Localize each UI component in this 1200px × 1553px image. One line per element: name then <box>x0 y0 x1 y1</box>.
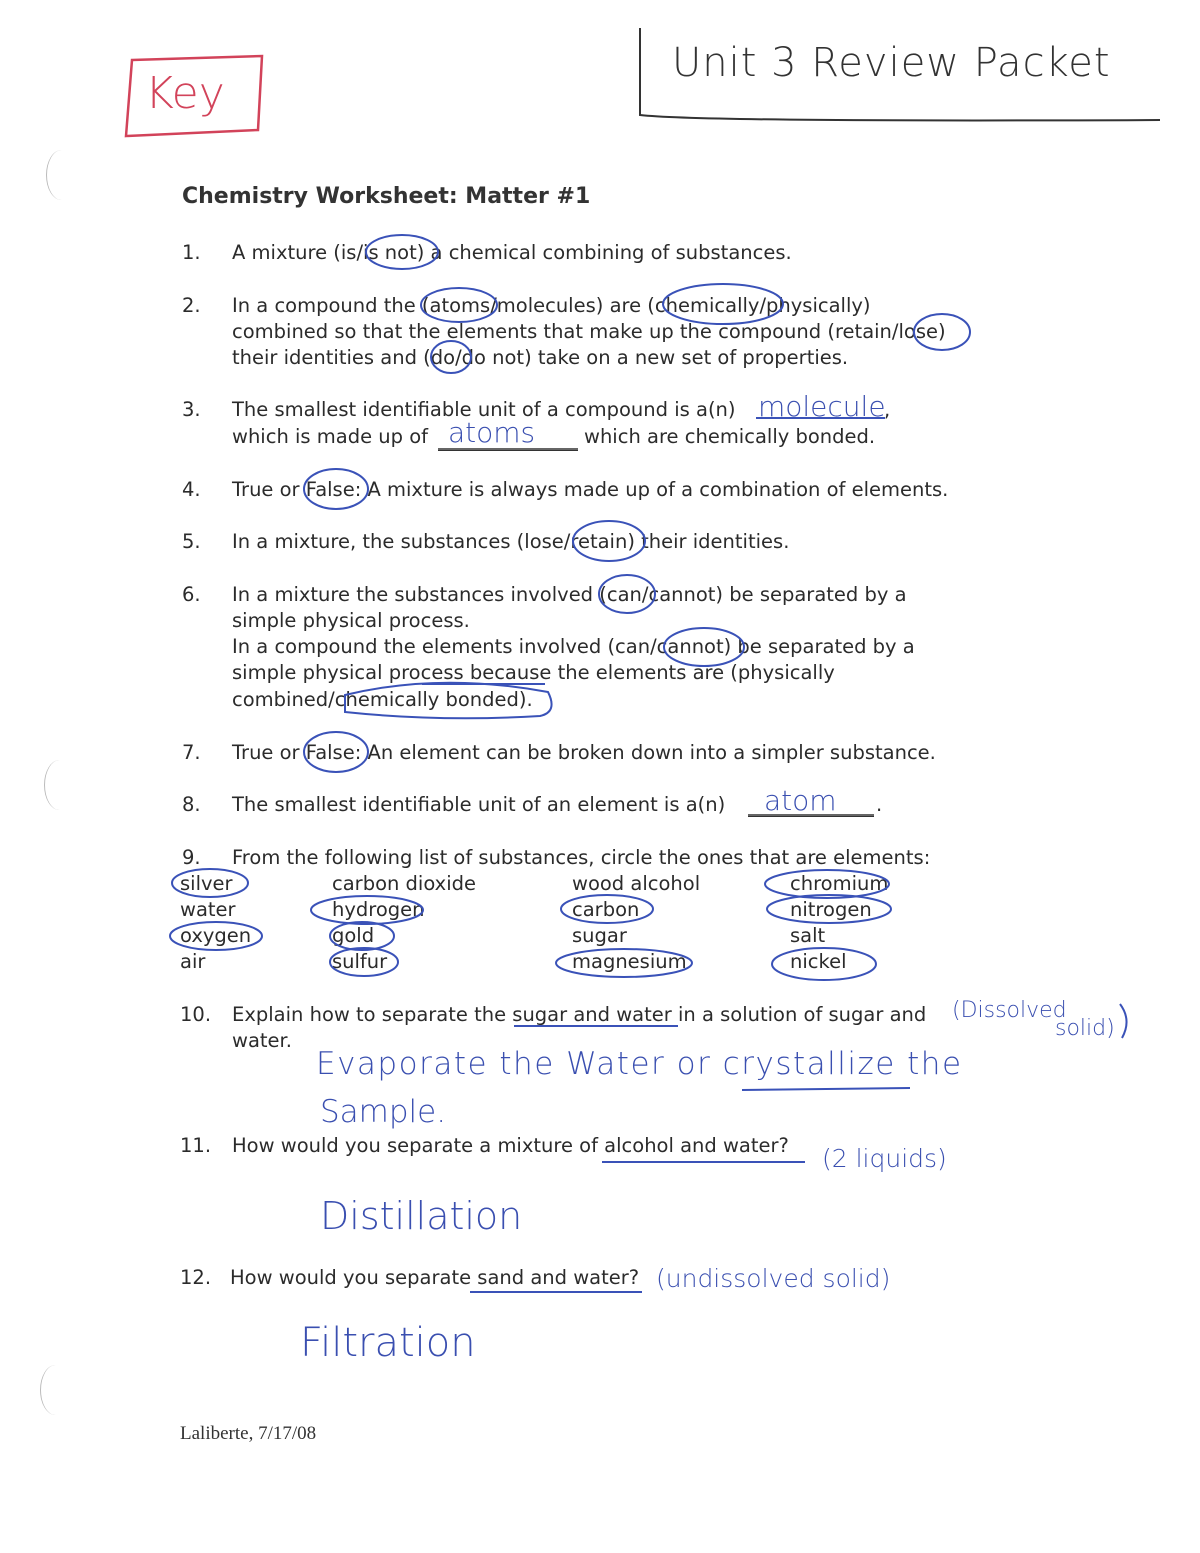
q10-number: 10. <box>180 1003 212 1026</box>
q3-answer-molecule: molecule <box>758 390 886 423</box>
substance-nitrogen: nitrogen <box>790 898 872 921</box>
q2-line2: combined so that the elements that make up the compound (retain/lose) <box>232 320 946 343</box>
substance-carbon-dioxide: carbon dioxide <box>332 872 477 895</box>
q3-answer-atoms: atoms <box>448 416 536 449</box>
substance-carbon: carbon <box>572 898 640 921</box>
substance-water: water <box>180 898 236 921</box>
q3-line1: The smallest identifiable unit of a compound is a(n) <box>232 398 736 421</box>
q3-line2-prefix: which is made up of <box>232 425 429 448</box>
substance-sulfur: sulfur <box>332 950 388 973</box>
worksheet-title: Chemistry Worksheet: Matter #1 <box>182 184 591 209</box>
q10-line1: Explain how to separate the sugar and water in a solution of sugar and <box>232 1003 927 1026</box>
q1-text: A mixture (is/is not) a chemical combining of substances. <box>232 241 792 264</box>
substance-wood-alcohol: wood alcohol <box>572 872 701 895</box>
q11-number: 11. <box>180 1134 212 1157</box>
q10-note-dissolved: (Dissolved <box>952 998 1067 1023</box>
q4-text: True or False: A mixture is always made up of a combination of elements. <box>232 478 949 501</box>
q8-period: . <box>876 793 883 816</box>
q12-number: 12. <box>180 1266 212 1289</box>
q10-answer-line1: Evaporate the Water or crystallize the <box>316 1046 963 1082</box>
q3-line2-suffix: which are chemically bonded. <box>584 425 876 448</box>
q5-number: 5. <box>182 530 201 553</box>
q6-line4: simple physical process because the elements are (physically <box>232 661 835 684</box>
q8-answer-atom: atom <box>764 784 837 817</box>
q10-line2: water. <box>232 1029 292 1052</box>
q12-text: How would you separate sand and water? <box>230 1266 640 1289</box>
substance-chromium: chromium <box>790 872 889 895</box>
substance-nickel: nickel <box>790 950 847 973</box>
q2-line1: In a compound the (atoms/molecules) are (chemically/physically) <box>232 294 871 317</box>
footer-credit: Laliberte, 7/17/08 <box>180 1423 317 1444</box>
substance-magnesium: magnesium <box>572 950 687 973</box>
q11-text: How would you separate a mixture of alcohol and water? <box>232 1134 789 1157</box>
q6-line5: combined/chemically bonded). <box>232 688 533 711</box>
q4-number: 4. <box>182 478 201 501</box>
q9-number: 9. <box>182 846 201 869</box>
q6-line3: In a compound the elements involved (can/cannot) be separated by a <box>232 635 915 658</box>
substance-air: air <box>180 950 206 973</box>
q8-text: The smallest identifiable unit of an element is a(n) <box>232 793 726 816</box>
q7-text: True or False: An element can be broken down into a simpler substance. <box>232 741 936 764</box>
q3-number: 3. <box>182 398 201 421</box>
packet-title: Unit 3 Review Packet <box>672 40 1111 86</box>
q6-line2: simple physical process. <box>232 609 470 632</box>
substance-oxygen: oxygen <box>180 924 252 947</box>
substance-silver: silver <box>180 872 233 895</box>
q12-note: (undissolved solid) <box>656 1264 891 1293</box>
q5-text: In a mixture, the substances (lose/retain) their identities. <box>232 530 790 553</box>
substance-salt: salt <box>790 924 826 947</box>
q12-answer: Filtration <box>300 1320 476 1366</box>
q8-number: 8. <box>182 793 201 816</box>
q11-answer: Distillation <box>320 1194 523 1238</box>
substance-hydrogen: hydrogen <box>332 898 425 921</box>
q9-text: From the following list of substances, circle the ones that are elements: <box>232 846 931 869</box>
substance-gold: gold <box>332 924 375 947</box>
q11-note: (2 liquids) <box>822 1144 947 1173</box>
q1-number: 1. <box>182 241 201 264</box>
q7-number: 7. <box>182 741 201 764</box>
substance-sugar: sugar <box>572 924 627 947</box>
q2-number: 2. <box>182 294 201 317</box>
q6-number: 6. <box>182 583 201 606</box>
q3-comma: , <box>884 398 891 421</box>
q2-line3: their identities and (do/do not) take on a new set of properties. <box>232 346 849 369</box>
q6-line1: In a mixture the substances involved (can/cannot) be separated by a <box>232 583 907 606</box>
q10-answer-line2: Sample. <box>320 1094 447 1130</box>
q10-note-solid: solid) <box>1055 1016 1115 1041</box>
key-label: Key <box>145 68 225 119</box>
